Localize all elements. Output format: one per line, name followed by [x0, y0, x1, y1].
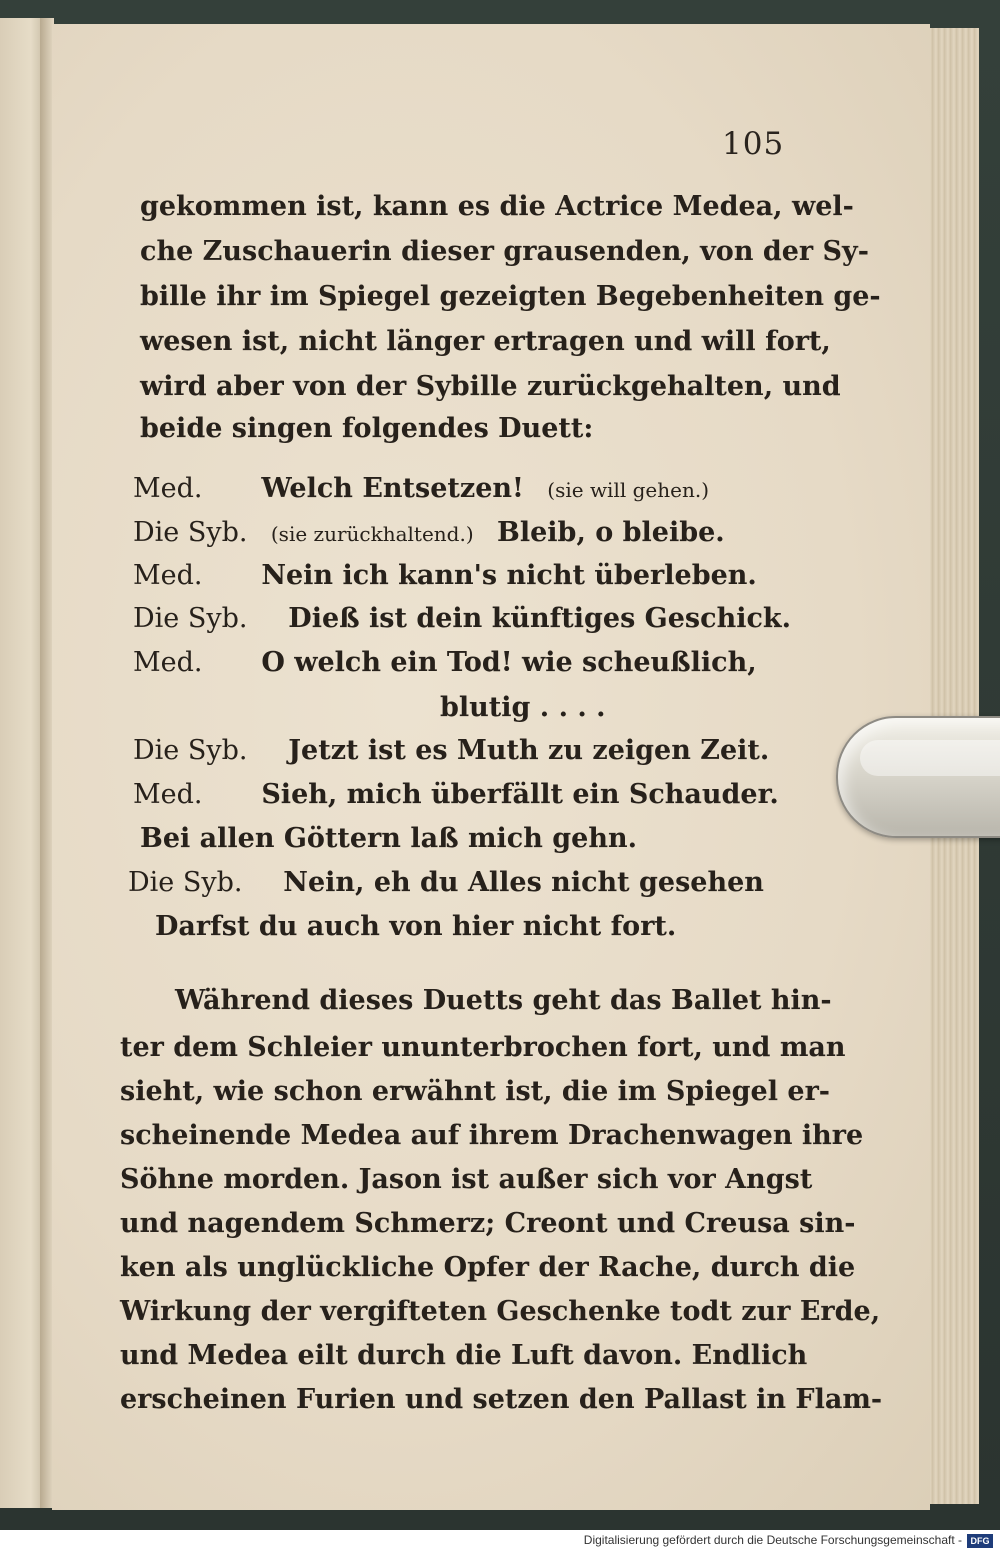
sung-text: Dieß ist dein künftiges Geschick.	[288, 603, 791, 634]
sung-text: Bei allen Göttern laß mich gehn.	[140, 823, 637, 854]
speaker-label: Med.	[133, 779, 203, 810]
sung-text: blutig . . . .	[440, 692, 606, 723]
duet-line	[133, 518, 725, 549]
paragraph-line: Wirkung der vergifteten Geschenke todt zur Erde,	[120, 1296, 881, 1327]
duet-line	[133, 736, 769, 766]
speaker-label: Die Syb.	[133, 603, 248, 634]
duet-line	[128, 868, 764, 898]
paragraph-line: und nagendem Schmerz; Creont und Creusa sin-	[120, 1208, 856, 1239]
stage-direction: (sie zurückhaltend.)	[270, 522, 474, 546]
intro-line: wesen ist, nicht länger ertragen und will fort,	[140, 326, 831, 357]
sung-text: Jetzt ist es Muth zu zeigen Zeit.	[288, 735, 770, 766]
page-number: 105	[722, 126, 785, 162]
intro-line: wird aber von der Sybille zurückgehalten, und	[140, 371, 841, 402]
funding-notice: Digitalisierung gefördert durch die Deutsche Forschungsgemeinschaft -	[583, 1533, 962, 1547]
stage-direction: (sie will gehen.)	[547, 478, 709, 502]
sung-text: O welch ein Tod! wie scheußlich,	[261, 647, 757, 678]
page-clip	[836, 716, 1000, 838]
paragraph-line: und Medea eilt durch die Luft davon. Endlich	[120, 1340, 808, 1371]
paragraph-line: Söhne morden. Jason ist außer sich vor Angst	[120, 1164, 813, 1195]
speaker-label: Med.	[133, 647, 203, 678]
speaker-label: Die Syb.	[128, 867, 243, 898]
sung-text: Nein, eh du Alles nicht gesehen	[283, 867, 764, 898]
intro-line: che Zuschauerin dieser grausenden, von der Sy-	[140, 236, 869, 267]
paragraph-line: sieht, wie schon erwähnt ist, die im Spiegel er-	[120, 1076, 831, 1107]
speaker-label: Med.	[133, 473, 203, 504]
paragraph-line: erscheinen Furien und setzen den Pallast in Flam-	[120, 1384, 883, 1415]
intro-line: gekommen ist, kann es die Actrice Medea, wel-	[140, 191, 854, 222]
paragraph-line: ken als unglückliche Opfer der Rache, durch die	[120, 1252, 856, 1283]
sung-text: Welch Entsetzen!	[261, 473, 524, 504]
paragraph-line: scheinende Medea auf ihrem Drachenwagen ihre	[120, 1120, 864, 1151]
paragraph-line: Während dieses Duetts geht das Ballet hin-	[175, 985, 832, 1016]
duet-line	[133, 780, 779, 810]
duet-line	[133, 561, 757, 591]
paragraph-line: ter dem Schleier ununterbrochen fort, und man	[120, 1032, 846, 1063]
duet-line	[133, 604, 791, 634]
duet-line	[440, 693, 606, 723]
sung-text: Sieh, mich überfällt ein Schauder.	[261, 779, 779, 810]
sung-text: Nein ich kann's nicht überleben.	[261, 560, 757, 591]
duet-line	[155, 912, 676, 942]
speaker-label: Med.	[133, 560, 203, 591]
intro-line: bille ihr im Spiegel gezeigten Begebenheiten ge-	[140, 281, 881, 312]
duet-line	[140, 824, 637, 854]
duet-line	[133, 474, 723, 505]
page-clip-highlight	[860, 740, 1000, 776]
dfg-logo: DFG	[967, 1534, 993, 1548]
duet-line	[133, 648, 757, 678]
speaker-label: Die Syb.	[133, 735, 248, 766]
intro-line: beide singen folgendes Duett:	[140, 413, 594, 444]
sung-text: Darfst du auch von hier nicht fort.	[155, 911, 677, 942]
sung-text: Bleib, o bleibe.	[497, 517, 725, 548]
speaker-label: Die Syb.	[133, 517, 248, 548]
